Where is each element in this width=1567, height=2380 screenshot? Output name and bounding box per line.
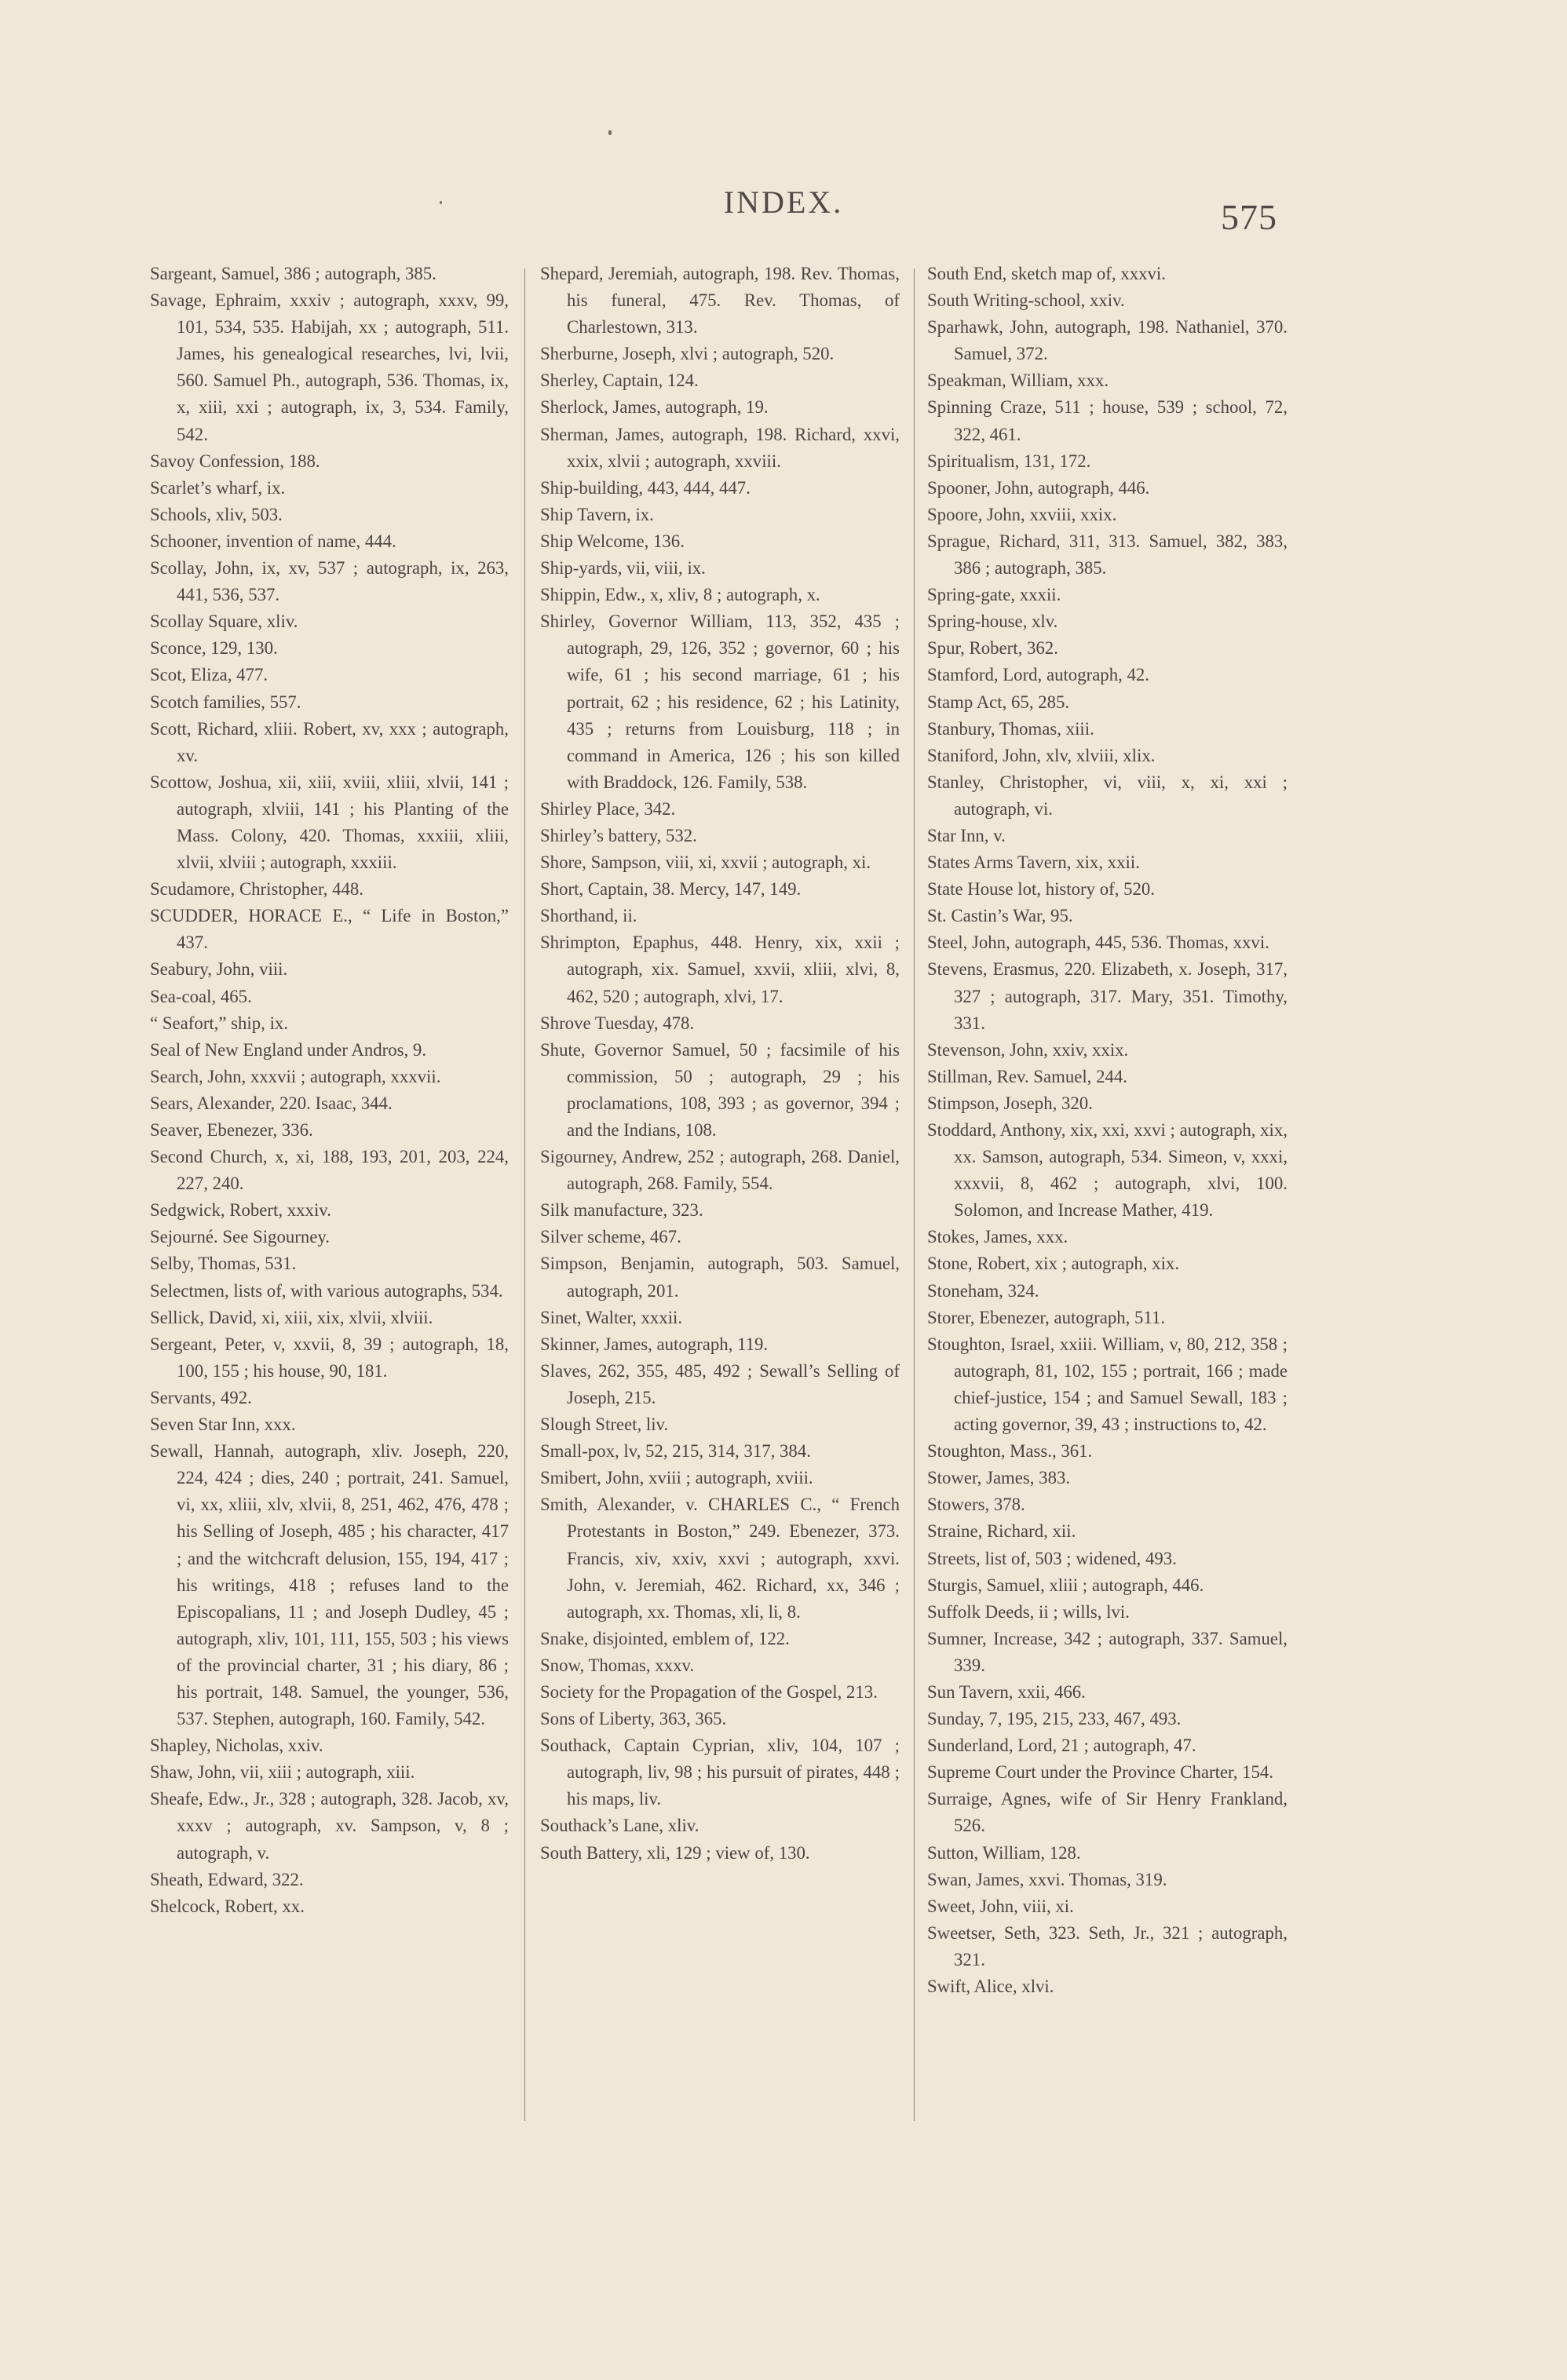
index-entry: Shute, Governor Samuel, 50 ; facsimile of his commission, 50 ; autograph, 29 ; his proclamations, 108, 393 ; as governor, 394 ; and the Indians, 108.	[540, 1039, 900, 1140]
index-entry: Sunderland, Lord, 21 ; autograph, 47.	[927, 1736, 1196, 1756]
index-entry: Seaver, Ebenezer, 336.	[150, 1120, 313, 1140]
index-entry: “ Seafort,” ship, ix.	[150, 1013, 288, 1033]
index-entry: Scot, Eliza, 477.	[150, 665, 268, 685]
index-entry: Snow, Thomas, xxxv.	[540, 1655, 695, 1675]
index-entry: Stower, James, 383.	[927, 1468, 1071, 1488]
index-entry: Surraige, Agnes, wife of Sir Henry Frankland, 526.	[927, 1789, 1288, 1836]
index-entry: Spring-gate, xxxii.	[927, 585, 1061, 605]
index-entry: State House lot, history of, 520.	[927, 879, 1156, 900]
index-column-1	[150, 261, 509, 1920]
index-entry: Schooner, invention of name, 444.	[150, 531, 396, 551]
index-entry: Selby, Thomas, 531.	[150, 1254, 297, 1274]
index-entry: Sumner, Increase, 342 ; autograph, 337. Samuel, 339.	[927, 1628, 1288, 1675]
index-entry: Stoughton, Israel, xxiii. William, v, 80, 212, 358 ; autograph, 81, 102, 155 ; portrait, 166 ; made chief-justice, 154 ; and Samuel Sewall, 183 ; acting governor, 39, 43 ; instructions to, 42.	[927, 1334, 1288, 1435]
index-entry: Seven Star Inn, xxx.	[150, 1414, 296, 1435]
index-entry: Simpson, Benjamin, autograph, 503. Samuel, autograph, 201.	[540, 1254, 900, 1301]
index-entry: Slough Street, liv.	[540, 1414, 669, 1435]
index-entry: Shore, Sampson, viii, xi, xxvii ; autograph, xi.	[540, 852, 871, 873]
index-entry: SCUDDER, HORACE E., “ Life in Boston,” 437.	[150, 906, 509, 953]
index-entry: Steel, John, autograph, 445, 536. Thomas, xxvi.	[927, 933, 1269, 953]
index-entry: Shippin, Edw., x, xliv, 8 ; autograph, x.	[540, 585, 820, 605]
index-entry: Sinet, Walter, xxxii.	[540, 1307, 683, 1327]
index-entry: South Battery, xli, 129 ; view of, 130.	[540, 1842, 810, 1863]
index-entry: Sparhawk, John, autograph, 198. Nathaniel, 370. Samuel, 372.	[927, 317, 1288, 364]
index-entry: Southack, Captain Cyprian, xliv, 104, 107 ; autograph, liv, 98 ; his pursuit of pirates, 448 ; his maps, liv.	[540, 1736, 900, 1809]
index-entry: Sears, Alexander, 220. Isaac, 344.	[150, 1093, 393, 1113]
index-entry: Speakman, William, xxx.	[927, 371, 1109, 391]
index-entry: Sutton, William, 128.	[927, 1842, 1081, 1863]
index-entry: Scollay, John, ix, xv, 537 ; autograph, ix, 263, 441, 536, 537.	[150, 558, 509, 605]
index-entry: Swift, Alice, xlvi.	[927, 1977, 1054, 1996]
index-entry: South End, sketch map of, xxxvi.	[927, 264, 1166, 283]
index-entry: Ship-yards, vii, viii, ix.	[540, 558, 706, 579]
index-entry: Servants, 492.	[150, 1387, 252, 1407]
index-entry: Sewall, Hannah, autograph, xliv. Joseph, 220, 224, 424 ; dies, 240 ; portrait, 241. Samuel, vi, xx, xliii, xlv, xlvii, 8, 251, 462, 476, 478 ; his Selling of Joseph, 485 ; his character, 417 ; and the witchcraft delusion, 155, 194, 417 ; his writings, 418 ; refuses land to the Episcopalians, 11 ; and Joseph Dudley, 45 ; autograph, xliv, 101, 111, 155, 503 ; his views of the provincial charter, 31 ; his diary, 86 ; his portrait, 148. Samuel, the younger, 536, 537. Stephen, autograph, 160. Family, 542.	[150, 1441, 509, 1729]
index-entry: Ship Welcome, 136.	[540, 531, 685, 551]
index-entry: Spur, Robert, 362.	[927, 638, 1058, 659]
index-entry: Sargeant, Samuel, 386 ; autograph, 385.	[150, 264, 436, 283]
index-entry: Sejourné. See Sigourney.	[150, 1227, 330, 1247]
index-entry: Shrimpton, Epaphus, 448. Henry, xix, xxii ; autograph, xix. Samuel, xxvii, xliii, xlvi, 8, 462, 520 ; autograph, xlvi, 17.	[540, 933, 900, 1006]
index-entry: Sherburne, Joseph, xlvi ; autograph, 520.	[540, 344, 835, 364]
page-title: INDEX.	[723, 184, 844, 220]
index-entry: Stoneham, 324.	[927, 1280, 1039, 1301]
index-entry: Sheath, Edward, 322.	[150, 1869, 304, 1889]
index-entry: Search, John, xxxvii ; autograph, xxxvii.	[150, 1066, 441, 1086]
index-entry: Sheafe, Edw., Jr., 328 ; autograph, 328. Jacob, xv, xxxv ; autograph, xv. Sampson, v, 8 ; autograph, v.	[150, 1789, 509, 1863]
index-entry: Skinner, James, autograph, 119.	[540, 1334, 769, 1354]
index-entry: Ship-building, 443, 444, 447.	[540, 477, 751, 498]
index-entry: Sea-coal, 465.	[150, 986, 252, 1006]
column-divider	[914, 268, 915, 2121]
index-entry: Scarlet’s wharf, ix.	[150, 477, 286, 498]
index-entry: Second Church, x, xi, 188, 193, 201, 203, 224, 227, 240.	[150, 1147, 509, 1194]
index-entry: Sigourney, Andrew, 252 ; autograph, 268. Daniel, autograph, 268. Family, 554.	[540, 1147, 900, 1194]
index-entry: South Writing-school, xxiv.	[927, 290, 1125, 311]
index-entry: Shelcock, Robert, xx.	[150, 1896, 305, 1916]
index-entry: Stevenson, John, xxiv, xxix.	[927, 1039, 1129, 1060]
index-entry: Star Inn, v.	[927, 825, 1006, 845]
index-entry: Spooner, John, autograph, 446.	[927, 477, 1150, 498]
index-entry: Staniford, John, xlv, xlviii, xlix.	[927, 745, 1156, 765]
index-entry: Stillman, Rev. Samuel, 244.	[927, 1066, 1127, 1086]
index-entry: Shrove Tuesday, 478.	[540, 1013, 695, 1033]
index-entry: Sherlock, James, autograph, 19.	[540, 397, 769, 418]
index-entry: Shapley, Nicholas, xxiv.	[150, 1736, 323, 1756]
index-entry: Stoughton, Mass., 361.	[927, 1441, 1093, 1462]
ink-speck	[440, 201, 442, 204]
index-entry: Sun Tavern, xxii, 466.	[927, 1681, 1086, 1702]
index-entry: Suffolk Deeds, ii ; wills, lvi.	[927, 1601, 1130, 1622]
index-entry: Supreme Court under the Province Charter, 154.	[927, 1762, 1273, 1783]
index-entry: Southack’s Lane, xliv.	[540, 1816, 699, 1836]
index-entry: Smith, Alexander, v. CHARLES C., “ French Protestants in Boston,” 249. Ebenezer, 373. Francis, xiv, xxiv, xxvi ; autograph, xxvi. John, v. Jeremiah, 462. Richard, xx, 346 ; autograph, xx. Thomas, xli, li, 8.	[540, 1495, 900, 1622]
page-number: 575	[1221, 197, 1277, 237]
index-entry: Stanley, Christopher, vi, viii, x, xi, xxi ; autograph, vi.	[927, 772, 1288, 819]
index-entry: Scotch families, 557.	[150, 692, 301, 712]
index-entry: Savage, Ephraim, xxxiv ; autograph, xxxv, 99, 101, 534, 535. Habijah, xx ; autograph, 511. James, his genealogical researches, lvi, lvii, 560. Samuel Ph., autograph, 536. Thomas, ix, x, xiii, xxi ; autograph, ix, 3, 534. Family, 542.	[150, 290, 509, 444]
index-entry: Scottow, Joshua, xii, xiii, xviii, xliii, xlvii, 141 ; autograph, xlviii, 141 ; his Planting of the Mass. Colony, 420. Thomas, xxxiii, xliii, xlvii, xlviii ; autograph, xxxiii.	[150, 772, 509, 873]
index-entry: Shorthand, ii.	[540, 906, 637, 926]
index-entry: Small-pox, lv, 52, 215, 314, 317, 384.	[540, 1441, 811, 1462]
index-entry: Stimpson, Joseph, 320.	[927, 1093, 1093, 1113]
index-entry: Stone, Robert, xix ; autograph, xix.	[927, 1254, 1180, 1274]
index-entry: Sconce, 129, 130.	[150, 638, 278, 659]
index-entry: Storer, Ebenezer, autograph, 511.	[927, 1307, 1166, 1327]
index-entry: Sturgis, Samuel, xliii ; autograph, 446.	[927, 1575, 1204, 1595]
index-entry: Sweetser, Seth, 323. Seth, Jr., 321 ; autograph, 321.	[927, 1922, 1288, 1969]
index-entry: Ship Tavern, ix.	[540, 504, 654, 524]
index-entry: Slaves, 262, 355, 485, 492 ; Sewall’s Selling of Joseph, 215.	[540, 1360, 900, 1407]
index-entry: Silver scheme, 467.	[540, 1227, 681, 1247]
index-entry: Spinning Craze, 511 ; house, 539 ; school, 72, 322, 461.	[927, 397, 1288, 444]
index-entry: St. Castin’s War, 95.	[927, 906, 1073, 926]
index-entry: Sherley, Captain, 124.	[540, 371, 699, 391]
index-entry: Sedgwick, Robert, xxxiv.	[150, 1200, 331, 1221]
column-divider	[524, 268, 525, 2121]
index-entry: Swan, James, xxvi. Thomas, 319.	[927, 1869, 1167, 1889]
index-column-3	[927, 261, 1288, 2000]
index-entry: Shaw, John, vii, xiii ; autograph, xiii.	[150, 1762, 415, 1783]
index-entry: Spoore, John, xxviii, xxix.	[927, 504, 1117, 524]
index-entry: Sergeant, Peter, v, xxvii, 8, 39 ; autograph, 18, 100, 155 ; his house, 90, 181.	[150, 1334, 509, 1381]
index-entry: Sprague, Richard, 311, 313. Samuel, 382, 383, 386 ; autograph, 385.	[927, 531, 1288, 579]
index-entry: Streets, list of, 503 ; widened, 493.	[927, 1548, 1177, 1568]
index-entry: Scudamore, Christopher, 448.	[150, 879, 363, 900]
index-entry: Snake, disjointed, emblem of, 122.	[540, 1628, 790, 1648]
index-entry: Scott, Richard, xliii. Robert, xv, xxx ; autograph, xv.	[150, 718, 509, 765]
index-entry: Shirley’s battery, 532.	[540, 825, 697, 845]
index-entry: Short, Captain, 38. Mercy, 147, 149.	[540, 879, 802, 900]
ink-speck	[608, 130, 612, 135]
index-entry: Sunday, 7, 195, 215, 233, 467, 493.	[927, 1709, 1182, 1729]
index-entry: Seabury, John, viii.	[150, 959, 288, 980]
index-entry: Spring-house, xlv.	[927, 611, 1058, 632]
index-entry: Straine, Richard, xii.	[927, 1521, 1076, 1542]
index-entry: Spiritualism, 131, 172.	[927, 451, 1091, 471]
index-entry: Sweet, John, viii, xi.	[927, 1896, 1074, 1916]
index-entry: Shepard, Jeremiah, autograph, 198. Rev. Thomas, his funeral, 475. Rev. Thomas, of Charlestown, 313.	[540, 264, 900, 338]
index-entry: Smibert, John, xviii ; autograph, xviii.	[540, 1468, 813, 1488]
index-entry: Schools, xliv, 503.	[150, 504, 283, 524]
index-entry: Stokes, James, xxx.	[927, 1227, 1068, 1247]
index-entry: Shirley, Governor William, 113, 352, 435 ; autograph, 29, 126, 352 ; governor, 60 ; his wife, 61 ; his second marriage, 61 ; his portrait, 62 ; his residence, 62 ; his Latinity, 435 ; returns from Louisburg, 118 ; in command in America, 126 ; his son killed with Braddock, 126. Family, 538.	[540, 611, 900, 792]
index-entry: Sellick, David, xi, xiii, xix, xlvii, xlviii.	[150, 1307, 433, 1327]
index-entry: Stamp Act, 65, 285.	[927, 692, 1070, 712]
index-entry: Silk manufacture, 323.	[540, 1200, 703, 1221]
index-entry: Stowers, 378.	[927, 1495, 1025, 1515]
index-entry: Sherman, James, autograph, 198. Richard, xxvi, xxix, xlvii ; autograph, xxviii.	[540, 424, 900, 471]
index-entry: Stanbury, Thomas, xiii.	[927, 718, 1094, 739]
index-entry: Society for the Propagation of the Gospel, 213.	[540, 1681, 878, 1702]
index-entry: Scollay Square, xliv.	[150, 611, 298, 632]
index-entry: Stevens, Erasmus, 220. Elizabeth, x. Joseph, 317, 327 ; autograph, 317. Mary, 351. Timothy, 331.	[927, 959, 1288, 1033]
index-entry: Stamford, Lord, autograph, 42.	[927, 665, 1150, 685]
index-entry: Seal of New England under Andros, 9.	[150, 1039, 427, 1060]
index-entry: Sons of Liberty, 363, 365.	[540, 1709, 727, 1729]
index-entry: Selectmen, lists of, with various autographs, 534.	[150, 1280, 503, 1301]
index-entry: Savoy Confession, 188.	[150, 451, 320, 471]
index-entry: States Arms Tavern, xix, xxii.	[927, 852, 1140, 873]
index-column-2	[540, 261, 900, 1867]
index-entry: Stoddard, Anthony, xix, xxi, xxvi ; autograph, xix, xx. Samson, autograph, 534. Simeon, v, xxxi, xxxvii, 8, 462 ; autograph, xlvi, 100. Solomon, and Increase Mather, 419.	[927, 1120, 1288, 1221]
index-entry: Shirley Place, 342.	[540, 798, 676, 819]
